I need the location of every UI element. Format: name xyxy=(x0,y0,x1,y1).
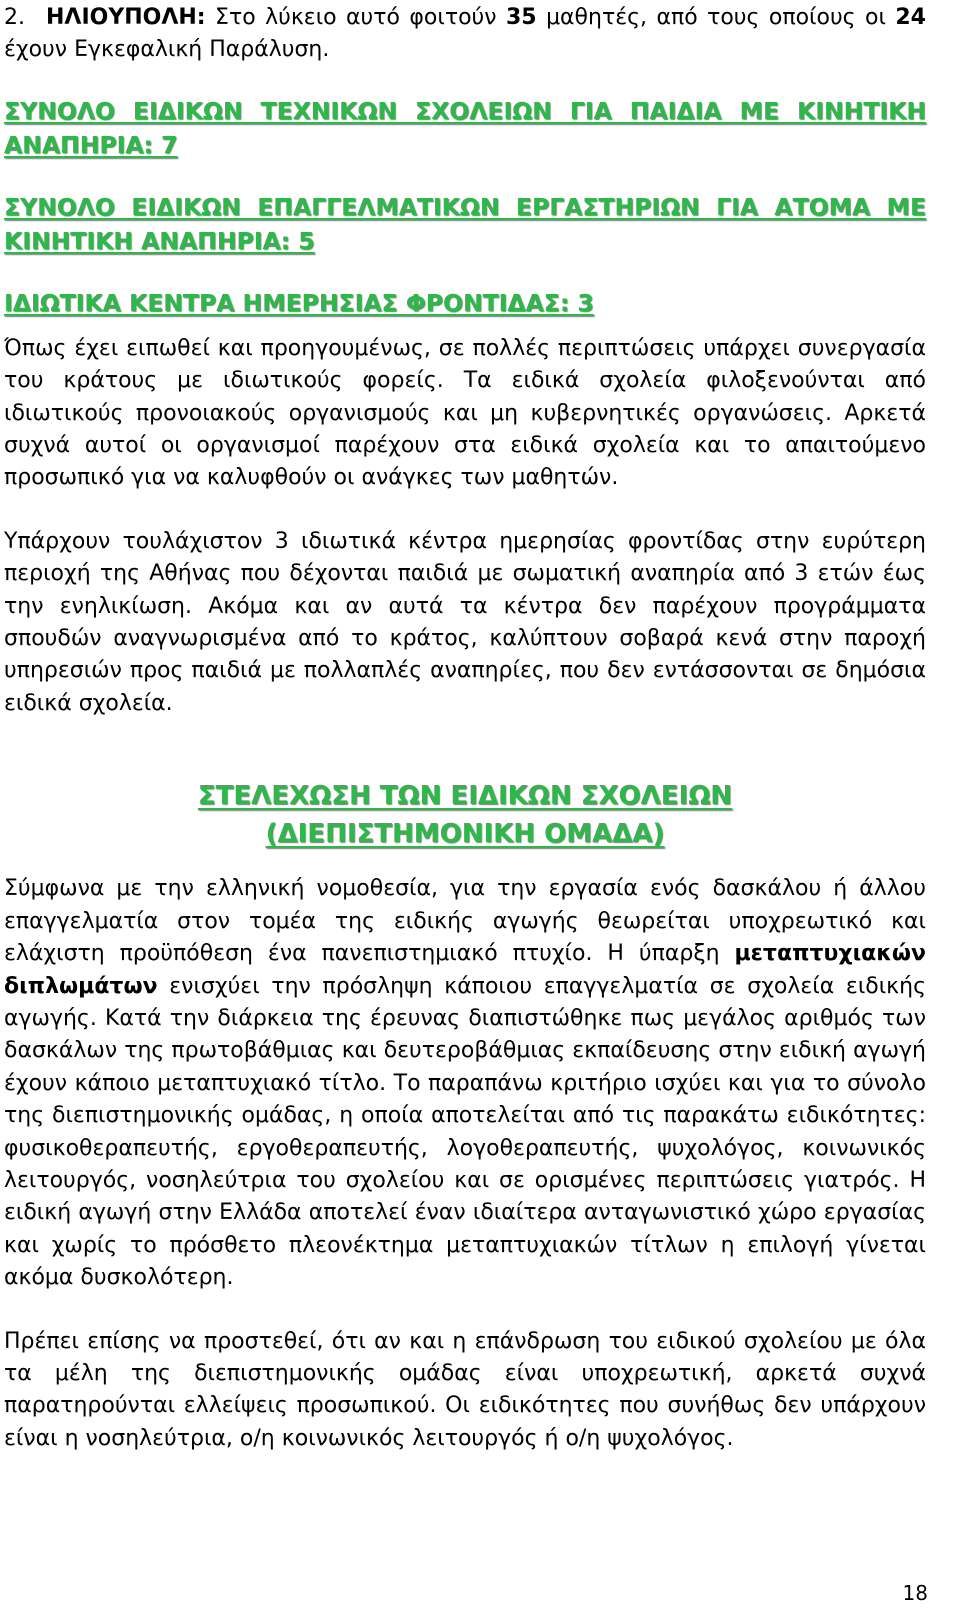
list-item-ilioupoli xyxy=(4,0,926,67)
paragraph-legislation xyxy=(4,873,926,1294)
paragraph-centers: Υπάρχουν τουλάχιστον 3 ιδιωτικά κέντρα ημερησίας φροντίδας στην ευρύτερη περιοχή της Αθήνας που δέχονται παιδιά με σωματική αναπηρία από 3 ετών έως την ενηλικίωση. Ακόμα και αν αυτά τα κέντρα δεν παρέχουν προγράμματα σπουδών αναγνωρισμένα από το κράτος, καλύπτουν σοβαρά κενά στην παροχή υπηρεσιών προς παιδιά με πολλαπλές αναπηρίες, που δεν εντάσσονται σε δημόσια ειδικά σχολεία. xyxy=(4,528,926,716)
paragraph-staff-shortage: Πρέπει επίσης να προστεθεί, ότι αν και η επάνδρωση του ειδικού σχολείου με όλα τα μέλη της διεπιστημονικής ομάδας είναι υποχρεωτική, αρκετά συχνά παρατηρούνται ελλείψεις προσωπικού. Οι ειδικότητες που συνήθως δεν υπάρχουν είναι η νοσηλεύτρια, ο/η κοινωνικός λειτουργός ή ο/η ψυχολόγος. xyxy=(4,1328,926,1451)
students-count: 35 xyxy=(506,5,537,30)
place-name: ΗΛΙΟΥΠΟΛΗ: xyxy=(46,5,206,30)
item-text-b: μαθητές, από τους οποίους οι xyxy=(536,5,896,30)
item-text-a: Στο λύκειο αυτό φοιτούν xyxy=(205,5,506,30)
section-heading-line2: (ΔΙΕΠΙΣΤΗΜΟΝΙΚΗ ΟΜΑΔΑ) xyxy=(265,819,665,850)
paragraph-cooperation: Όπως έχει ειπωθεί και προηγουμένως, σε πολλές περιπτώσεις υπάρχει συνεργασία του κράτους με ιδιωτικούς φορείς. Τα ειδικά σχολεία φιλοξενούνται από ιδιωτικούς προνοιακούς οργανισμούς και μη κυβερνητικές οργανώσεις. Αρκετά συχνά αυτοί οι οργανισμοί παρέχουν στα ειδικά σχολεία και το απαιτούμενο προσωπικό για να καλυφθούν οι ανάγκες των μαθητών. xyxy=(4,335,926,491)
paragraph-legislation-end: ενισχύει την πρόσληψη κάποιου επαγγελματία σε σχολεία ειδικής αγωγής. Κατά την διάρκεια της έρευνας διαπιστώθηκε πως μεγάλος αριθμός των δασκάλων της πρωτοβάθμιας και δευτεροβάθμιας εκπαίδευσης στην ειδική αγωγή έχουν κάποιο μεταπτυχιακό τίτλο. Το παραπάνω κριτήριο ισχύει και για το σύνολο της διεπιστημονικής ομάδας, η οποία αποτελείται από τις παρακάτω ειδικότητες: φυσικοθεραπευτής, εργοθεραπευτής, λογοθεραπευτής, ψυχολόγος, κοινωνικός λειτουργός, νοσηλεύτρια του σχολείου και σε ορισμένες περιπτώσεις γιατρός. Η ειδική αγωγή στην Ελλάδα αποτελεί έναν ιδιαίτερα ανταγωνιστικό χώρο εργασίας και χωρίς το πρόσθετο πλεονέκτημα μεταπτυχιακών τίτλων η επιλογή γίνεται ακόμα δυσκολότερη. xyxy=(4,973,926,1291)
document-page xyxy=(4,0,926,1455)
cp-count: 24 xyxy=(895,5,926,30)
item-text-c: έχουν Εγκεφαλική Παράλυση. xyxy=(4,37,330,63)
page-number: 18 xyxy=(902,1581,928,1605)
heading-technical-schools: ΣΥΝΟΛΟ ΕΙΔΙΚΩΝ ΤΕΧΝΙΚΩΝ ΣΧΟΛΕΙΩΝ ΓΙΑ ΠΑΙΔΙΑ ΜΕ ΚΙΝΗΤΙΚΗ ΑΝΑΠΗΡΙΑ: 7 xyxy=(4,96,926,159)
heading-day-care-centers: ΙΔΙΩΤΙΚΑ ΚΕΝΤΡΑ ΗΜΕΡΗΣΙΑΣ ΦΡΟΝΤΙΔΑΣ: 3 xyxy=(4,288,594,317)
paragraph-legislation-start: Σύμφωνα με την ελληνική νομοθεσία, για την εργασία ενός δασκάλου ή άλλου επαγγελματία στον τομέα της ειδικής αγωγής θεωρείται υποχρεωτικό και ελάχιστη προϋπόθεση ένα πανεπιστημιακό πτυχίο. Η ύπαρξη xyxy=(4,876,926,967)
list-item-number: 2. xyxy=(4,5,25,30)
emphasis-postgraduate: μεταπτυχιακών διπλωμάτων xyxy=(4,941,926,999)
section-heading-line1: ΣΤΕΛΕΧΩΣΗ ΤΩΝ ΕΙΔΙΚΩΝ ΣΧΟΛΕΙΩΝ xyxy=(197,781,733,812)
heading-vocational-workshops: ΣΥΝΟΛΟ ΕΙΔΙΚΩΝ ΕΠΑΓΓΕΛΜΑΤΙΚΩΝ ΕΡΓΑΣΤΗΡΙΩΝ ΓΙΑ ΑΤΟΜΑ ΜΕ ΚΙΝΗΤΙΚΗ ΑΝΑΠΗΡΙΑ: 5 xyxy=(4,192,926,255)
